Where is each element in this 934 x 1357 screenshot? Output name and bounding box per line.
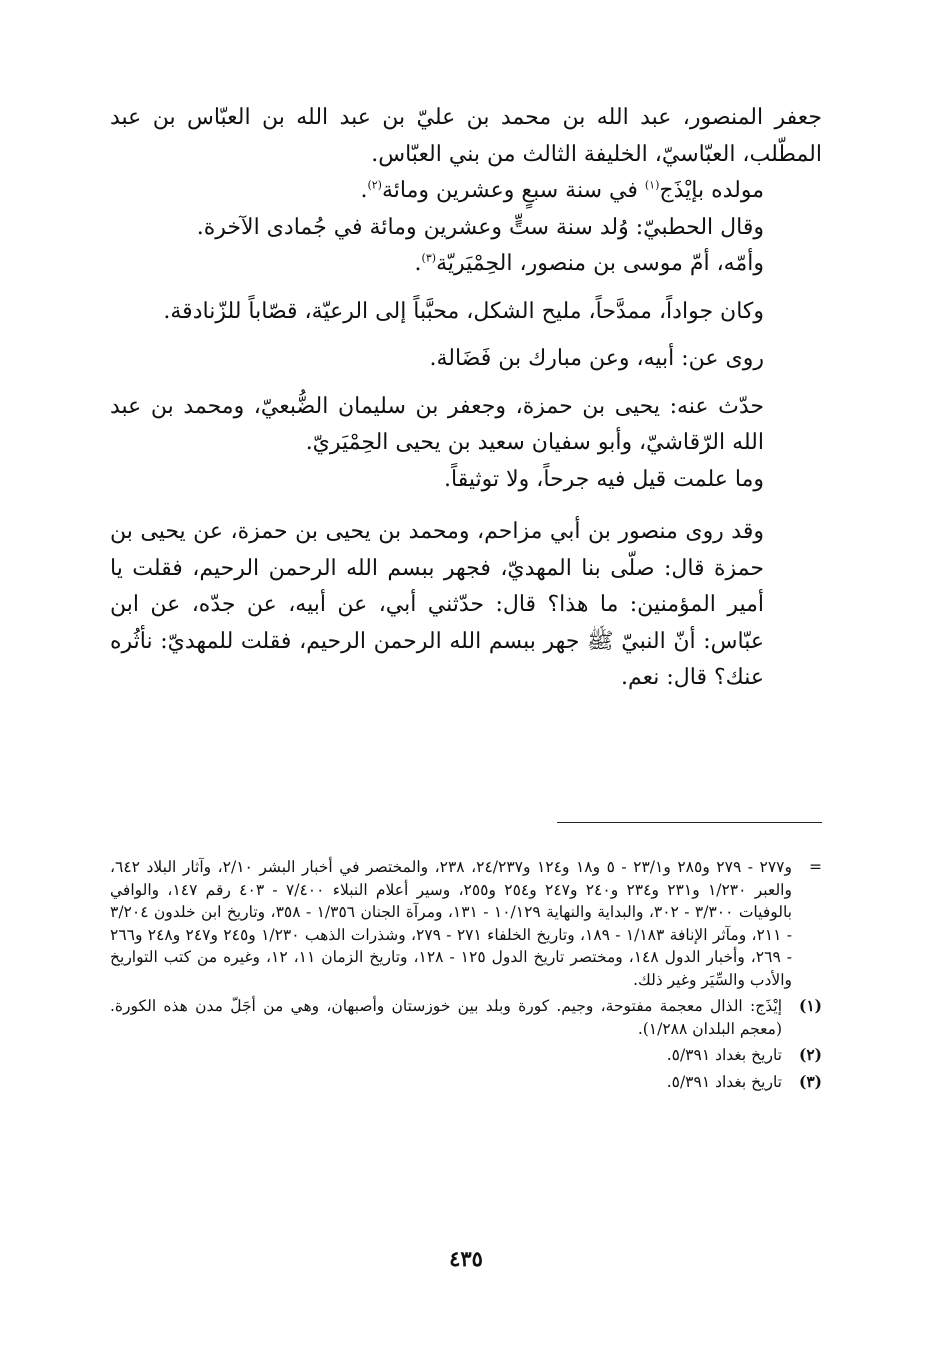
main-text [110, 100, 822, 697]
paragraph-evaluation: وما علمت قيل فيه جرحاً، ولا توثيقاً. [444, 466, 764, 492]
paragraph-khatib-birth: وقال الحطبيّ: وُلد سنة ستٍّ وعشرين ومائة في جُمادى الآخرة. [196, 214, 764, 240]
footnote-3 [110, 1071, 822, 1094]
book-page [110, 100, 822, 1297]
paragraph-biography-intro: جعفر المنصور، عبد الله بن محمد بن عليّ بن عبد الله بن العبّاس بن عبد المطّلب، العبّاسيّ، الخليفة الثالث من بني العبّاس. [110, 105, 822, 167]
footnote-continuation [110, 856, 822, 991]
paragraph-description: وكان جواداً، ممدَّحاً، مليح الشكل، محبَّباً إلى الرعيّة، قصّاباً للزّنادقة. [163, 298, 764, 324]
paragraph-hadith: وقد روى منصور بن أبي مزاحم، ومحمد بن يحيى بن حمزة، عن يحيى بن حمزة قال: صلّى بنا المهديّ، فجهر ببسم الله الرحمن الرحيم، فقلت يا أمير المؤمنين: ما هذا؟ قال: حدّثني أبي، عن أبيه، عن جدّه، عن ابن عبّاس: أنّ النبيّ ﷺ جهر ببسم الله الرحمن الرحيم، فقلت للمهديّ: نأثُره عنك؟ قال: نعم. [110, 519, 764, 690]
paragraph-narrated-from: روى عن: أبيه، وعن مبارك بن فَضَالة. [429, 346, 764, 371]
footnote-number: (١) [798, 996, 822, 1015]
footnote-number: (٣) [798, 1071, 822, 1091]
footnote-text: تاريخ بغداد ٥/٣٩١. [666, 1072, 782, 1091]
paragraph-birth: مولده بإيْذَج$^{(١)}$ في سنة سبعٍ وعشرين ومائة$^{(٢)}$. [360, 178, 764, 203]
paragraph-narrators: حدّث عنه: يحيى بن حمزة، وجعفر بن سليمان الضُّبعيّ، ومحمد بن عبد الله الرّقاشيّ، وأبو سفيان سعيد بن يحيى الحِمْيَريّ. [110, 393, 764, 455]
footnote-text: إيْذَج: الذال معجمة مفتوحة، وجيم. كورة وبلد بين خوزستان وأصبهان، وهي من أجَلّ مدن هذه الكورة. (معجم البلدان ١/٢٨٨). [110, 997, 782, 1038]
footnote-ref-2[interactable]: (٢) [367, 178, 382, 192]
paragraph-mother: وأمّه، أمّ موسى بن منصور، الحِمْيَريّة$^{(٣)}$. [414, 251, 764, 276]
footnote-2 [110, 1044, 822, 1067]
page-number: ٤٣٥ [449, 1246, 483, 1271]
footnote-1 [110, 995, 822, 1040]
footnote-text: تاريخ بغداد ٥/٣٩١. [666, 1046, 782, 1064]
footnote-number: (٢) [798, 1045, 822, 1064]
continuation-mark: = [809, 858, 822, 876]
footnote-ref-1[interactable]: (١) [644, 178, 660, 192]
footnote-ref-3[interactable]: (٣) [421, 251, 437, 265]
footnote-continuation-text: و٢٧٧ - ٢٧٩ و٢٨٥ و٢٣/١ - ٥ و١٨ و١٢٤ و٢٤/٢٣٧، ٢٣٨، والمختصر في أخبار البشر ٢/١٠، وآثار البلاد ٦٤٢، والعبر ١/٢٣٠ و٢٣١ و٢٣٤ و٢٤٠ و٢٤٧ و٢٥٤ و٢٥٥، وسير أعلام النبلاء ٧/٤٠٠ - ٤٠٣ رقم ١٤٧، والوافي بالوفيات ٣/٣٠٠ - ٣٠٢، والبداية والنهاية ١٠/١٢٩ - ١٣١، ومرآة الجنان ١/٣٥٦ - ٣٥٨، وتاريخ ابن خلدون ٣/٢٠٤ - ٢١١، ومآثر الإنافة ١/١٨٣ - ١٨٩، وتاريخ الخلفاء ٢٧١ - ٢٧٩، وشذرات الذهب ١/٢٣٠ و٢٤٥ و٢٤٧ و٢٤٨ و٢٦٦ - ٢٦٩، وأخبار الدول ١٤٨، ومختصر تاريخ الدول ١٢٥ - ١٢٨، وتاريخ الزمان ١١، ١٢، وغيره من كتب التواريخ والأدب والسِّيَر وغير ذلك. [110, 858, 792, 989]
footnotes [110, 856, 822, 1093]
footnote-divider [557, 822, 822, 823]
